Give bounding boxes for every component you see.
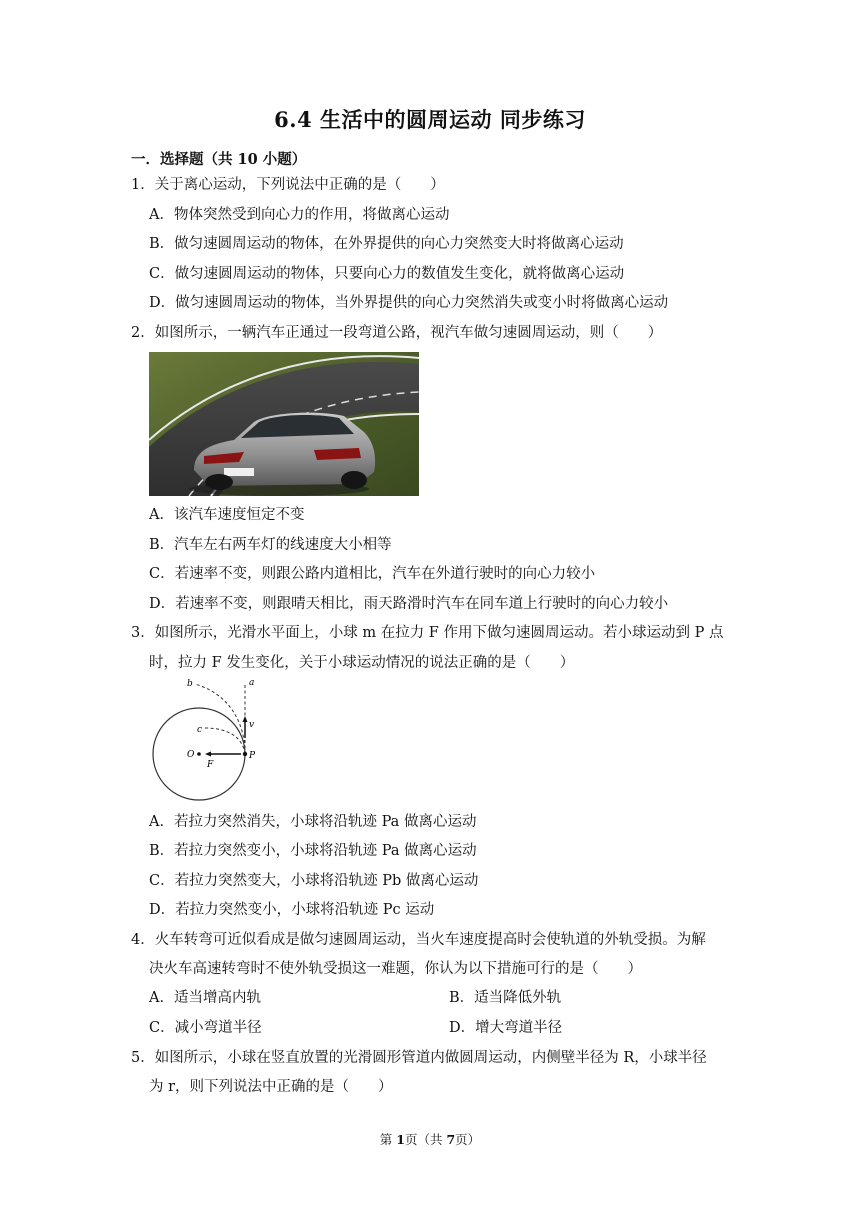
path-pb bbox=[195, 684, 245, 754]
question-1-option-a: A．物体突然受到向心力的作用，将做离心运动 bbox=[149, 207, 450, 223]
question-4-option-b: B．适当降低外轨 bbox=[449, 990, 562, 1006]
footer-suffix: 页） bbox=[455, 1132, 481, 1147]
question-2-option-d: D．若速率不变，则跟晴天相比，雨天路滑时汽车在同车道上行驶时的向心力较小 bbox=[149, 596, 669, 612]
label-b: b bbox=[187, 679, 193, 689]
label-f: F bbox=[207, 760, 214, 770]
question-1-option-d: D．做匀速圆周运动的物体，当外界提供的向心力突然消失或变小时将做离心运动 bbox=[149, 295, 669, 311]
label-c: c bbox=[197, 725, 203, 735]
center-point bbox=[197, 752, 201, 756]
page-footer bbox=[0, 1130, 860, 1148]
question-3-option-c: C．若拉力突然变大，小球将沿轨迹 Pb 做离心运动 bbox=[149, 873, 479, 889]
curved-road-car-photo bbox=[149, 352, 419, 496]
label-a: a bbox=[249, 678, 255, 688]
ball-p bbox=[243, 752, 247, 756]
question-2-stem: 2．如图所示，一辆汽车正通过一段弯道公路，视汽车做匀速圆周运动，则（ ） bbox=[131, 325, 663, 341]
question-3-option-a: A．若拉力突然消失，小球将沿轨迹 Pa 做离心运动 bbox=[149, 814, 477, 830]
section-heading: 一．选择题（共 10 小题） bbox=[131, 151, 307, 168]
question-1-stem: 1．关于离心运动，下列说法中正确的是（ ） bbox=[131, 177, 445, 193]
question-3-option-d: D．若拉力突然变小，小球将沿轨迹 Pc 运动 bbox=[149, 902, 435, 918]
question-3-stem-line-1: 3．如图所示，光滑水平面上，小球 m 在拉力 F 作用下做匀速圆周运动。若小球运动到 P 点 bbox=[131, 625, 724, 641]
question-3-stem-line-2: 时，拉力 F 发生变化，关于小球运动情况的说法正确的是（ ） bbox=[149, 655, 575, 671]
question-4-option-d: D．增大弯道半径 bbox=[449, 1020, 563, 1036]
question-5-stem-line-2: 为 r，则下列说法中正确的是（ ） bbox=[149, 1079, 393, 1095]
question-2-option-a: A．该汽车速度恒定不变 bbox=[149, 507, 305, 523]
question-4-stem-line-2: 决火车高速转弯时不使外轨受损这一难题，你认为以下措施可行的是（ ） bbox=[149, 961, 642, 977]
footer-prefix: 第 bbox=[379, 1132, 397, 1147]
circular-motion-diagram bbox=[149, 672, 259, 802]
footer-middle: 页（共 bbox=[404, 1132, 447, 1147]
question-5-stem-line-1: 5．如图所示，小球在竖直放置的光滑圆形管道内做圆周运动，内侧壁半径为 R，小球半径 bbox=[131, 1050, 707, 1066]
question-4-option-c: C．减小弯道半径 bbox=[149, 1020, 262, 1036]
label-p: P bbox=[249, 751, 256, 761]
question-2-option-c: C．若速率不变，则跟公路内道相比，汽车在外道行驶时的向心力较小 bbox=[149, 566, 596, 582]
question-1-option-c: C．做匀速圆周运动的物体，只要向心力的数值发生变化，就将做离心运动 bbox=[149, 266, 625, 282]
question-4-option-a: A．适当增高内轨 bbox=[149, 990, 261, 1006]
label-o: O bbox=[187, 750, 195, 760]
page-title: 6.4 生活中的圆周运动 同步练习 bbox=[274, 107, 586, 132]
question-2-option-b: B．汽车左右两车灯的线速度大小相等 bbox=[149, 537, 392, 553]
question-1-option-b: B．做匀速圆周运动的物体，在外界提供的向心力突然变大时将做离心运动 bbox=[149, 236, 624, 252]
question-3-option-b: B．若拉力突然变小，小球将沿轨迹 Pa 做离心运动 bbox=[149, 843, 477, 859]
footer-page-number: 1 bbox=[396, 1132, 405, 1147]
footer-total-pages: 7 bbox=[446, 1132, 456, 1147]
question-4-stem-line-1: 4．火车转弯可近似看成是做匀速圆周运动，当火车速度提高时会使轨道的外轨受损。为解 bbox=[131, 932, 706, 948]
label-v: v bbox=[249, 720, 255, 730]
